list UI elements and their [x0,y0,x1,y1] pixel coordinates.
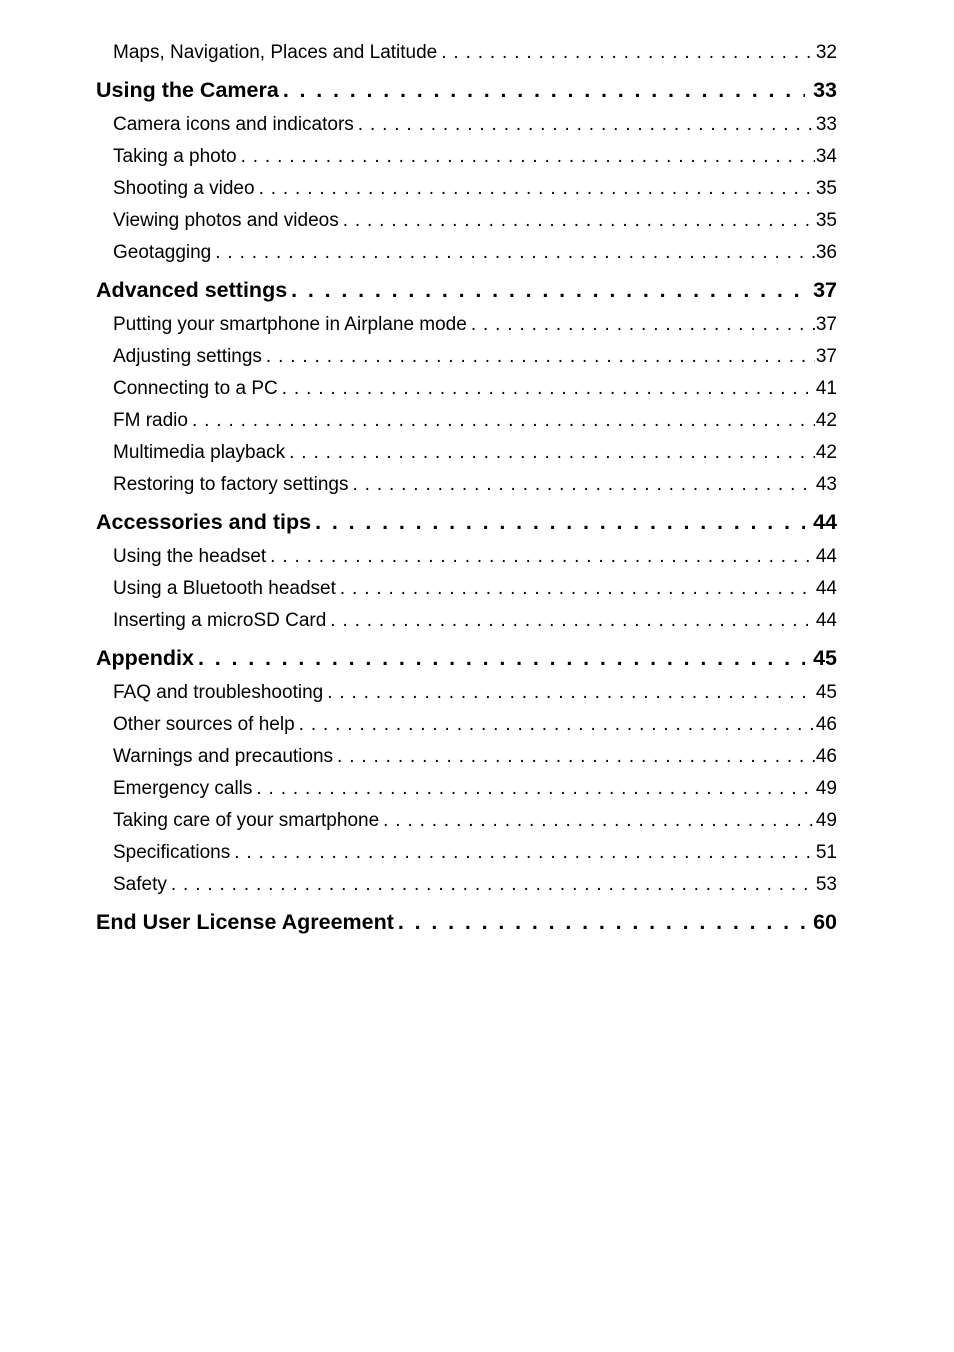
toc-entry-title: Shooting a video [113,178,255,199]
toc-entry-page: 42 [815,410,837,431]
toc-entry-title: Taking a photo [113,146,237,167]
toc-entry[interactable] [96,309,837,341]
toc-chapter[interactable] [96,903,837,941]
dot-leader [441,37,815,69]
toc-entry-page: 41 [815,378,837,399]
toc-entry-title: Emergency calls [113,778,253,799]
toc-chapter-title: Appendix [96,646,194,670]
toc-entry[interactable] [96,109,837,141]
dot-leader [266,341,815,373]
toc-entry-page: 33 [815,114,837,135]
dot-leader [299,709,815,741]
dot-leader [330,605,815,637]
toc-chapter-page: 33 [813,78,837,102]
dot-leader [398,903,805,941]
toc-entry-page: 42 [815,442,837,463]
toc-entry-page: 49 [815,810,837,831]
toc-chapter[interactable] [96,639,837,677]
dot-leader [327,677,815,709]
toc-entry-title: Specifications [113,842,231,863]
dot-leader [337,741,815,773]
toc-entry-title: Other sources of help [113,714,295,735]
toc-entry-page: 43 [815,474,837,495]
toc-entry-title: Putting your smartphone in Airplane mode [113,314,467,335]
toc-entry-page: 51 [815,842,837,863]
toc-chapter[interactable] [96,271,837,309]
toc-entry-page: 36 [815,242,837,263]
dot-leader [289,437,815,469]
dot-leader [353,469,815,501]
toc-entry[interactable] [96,341,837,373]
toc-entry-page: 49 [815,778,837,799]
toc-chapter-title: Accessories and tips [96,510,312,534]
toc-chapter-page: 37 [813,278,837,302]
toc-entry[interactable] [96,677,837,709]
toc-entry[interactable] [96,173,837,205]
toc-entry[interactable] [96,773,837,805]
toc-entry-title: Multimedia playback [113,442,286,463]
toc-entry-page: 53 [815,874,837,895]
dot-leader [198,639,805,677]
toc-entry-page: 32 [815,42,837,63]
toc-entry-title: Geotagging [113,242,212,263]
toc-entry-page: 37 [815,346,837,367]
dot-leader [256,773,814,805]
toc-entry[interactable] [96,469,837,501]
dot-leader [234,837,815,869]
dot-leader [471,309,815,341]
dot-leader [315,503,805,541]
toc-entry[interactable] [96,141,837,173]
toc-entry-title: Connecting to a PC [113,378,278,399]
toc-entry-title: Safety [113,874,167,895]
dot-leader [241,141,815,173]
toc-entry-page: 44 [815,610,837,631]
dot-leader [270,541,815,573]
toc-chapter-page: 60 [813,910,837,934]
dot-leader [192,405,815,437]
dot-leader [282,373,815,405]
dot-leader [291,271,805,309]
toc-entry[interactable] [96,405,837,437]
toc-entry-title: Viewing photos and videos [113,210,339,231]
toc-chapter-page: 44 [813,510,837,534]
toc-entry[interactable] [96,437,837,469]
dot-leader [383,805,815,837]
toc-entry-page: 37 [815,314,837,335]
toc-chapter-title: End User License Agreement [96,910,394,934]
toc-entry[interactable] [96,837,837,869]
toc-entry[interactable] [96,373,837,405]
toc-entry[interactable] [96,869,837,901]
toc-entry-title: FM radio [113,410,188,431]
dot-leader [171,869,815,901]
toc-entry[interactable] [96,605,837,637]
toc-entry-page: 44 [815,578,837,599]
dot-leader [343,205,815,237]
toc-entry[interactable] [96,805,837,837]
dot-leader [283,71,805,109]
toc-entry-title: Warnings and precautions [113,746,334,767]
toc-entry-title: Taking care of your smartphone [113,810,380,831]
table-of-contents [96,37,837,941]
dot-leader [358,109,815,141]
toc-entry[interactable] [96,37,837,69]
toc-entry-title: Camera icons and indicators [113,114,354,135]
dot-leader [215,237,815,269]
toc-chapter-page: 45 [813,646,837,670]
toc-entry-page: 34 [815,146,837,167]
toc-entry-page: 46 [815,714,837,735]
toc-entry[interactable] [96,237,837,269]
toc-entry-title: FAQ and troubleshooting [113,682,324,703]
toc-entry-title: Using a Bluetooth headset [113,578,336,599]
toc-chapter-title: Advanced settings [96,278,288,302]
toc-entry-title: Adjusting settings [113,346,262,367]
toc-entry-page: 35 [815,178,837,199]
dot-leader [259,173,815,205]
dot-leader [340,573,815,605]
toc-entry-title: Using the headset [113,546,267,567]
toc-entry[interactable] [96,741,837,773]
toc-entry[interactable] [96,541,837,573]
toc-entry-page: 35 [815,210,837,231]
toc-entry[interactable] [96,709,837,741]
toc-chapter[interactable] [96,71,837,109]
toc-entry-title: Inserting a microSD Card [113,610,327,631]
toc-chapter[interactable] [96,503,837,541]
toc-entry-title: Maps, Navigation, Places and Latitude [113,42,438,63]
toc-entry-page: 44 [815,546,837,567]
toc-entry-title: Restoring to factory settings [113,474,349,495]
toc-entry[interactable] [96,205,837,237]
toc-entry-page: 45 [815,682,837,703]
toc-chapter-title: Using the Camera [96,78,279,102]
toc-entry-page: 46 [815,746,837,767]
toc-entry[interactable] [96,573,837,605]
